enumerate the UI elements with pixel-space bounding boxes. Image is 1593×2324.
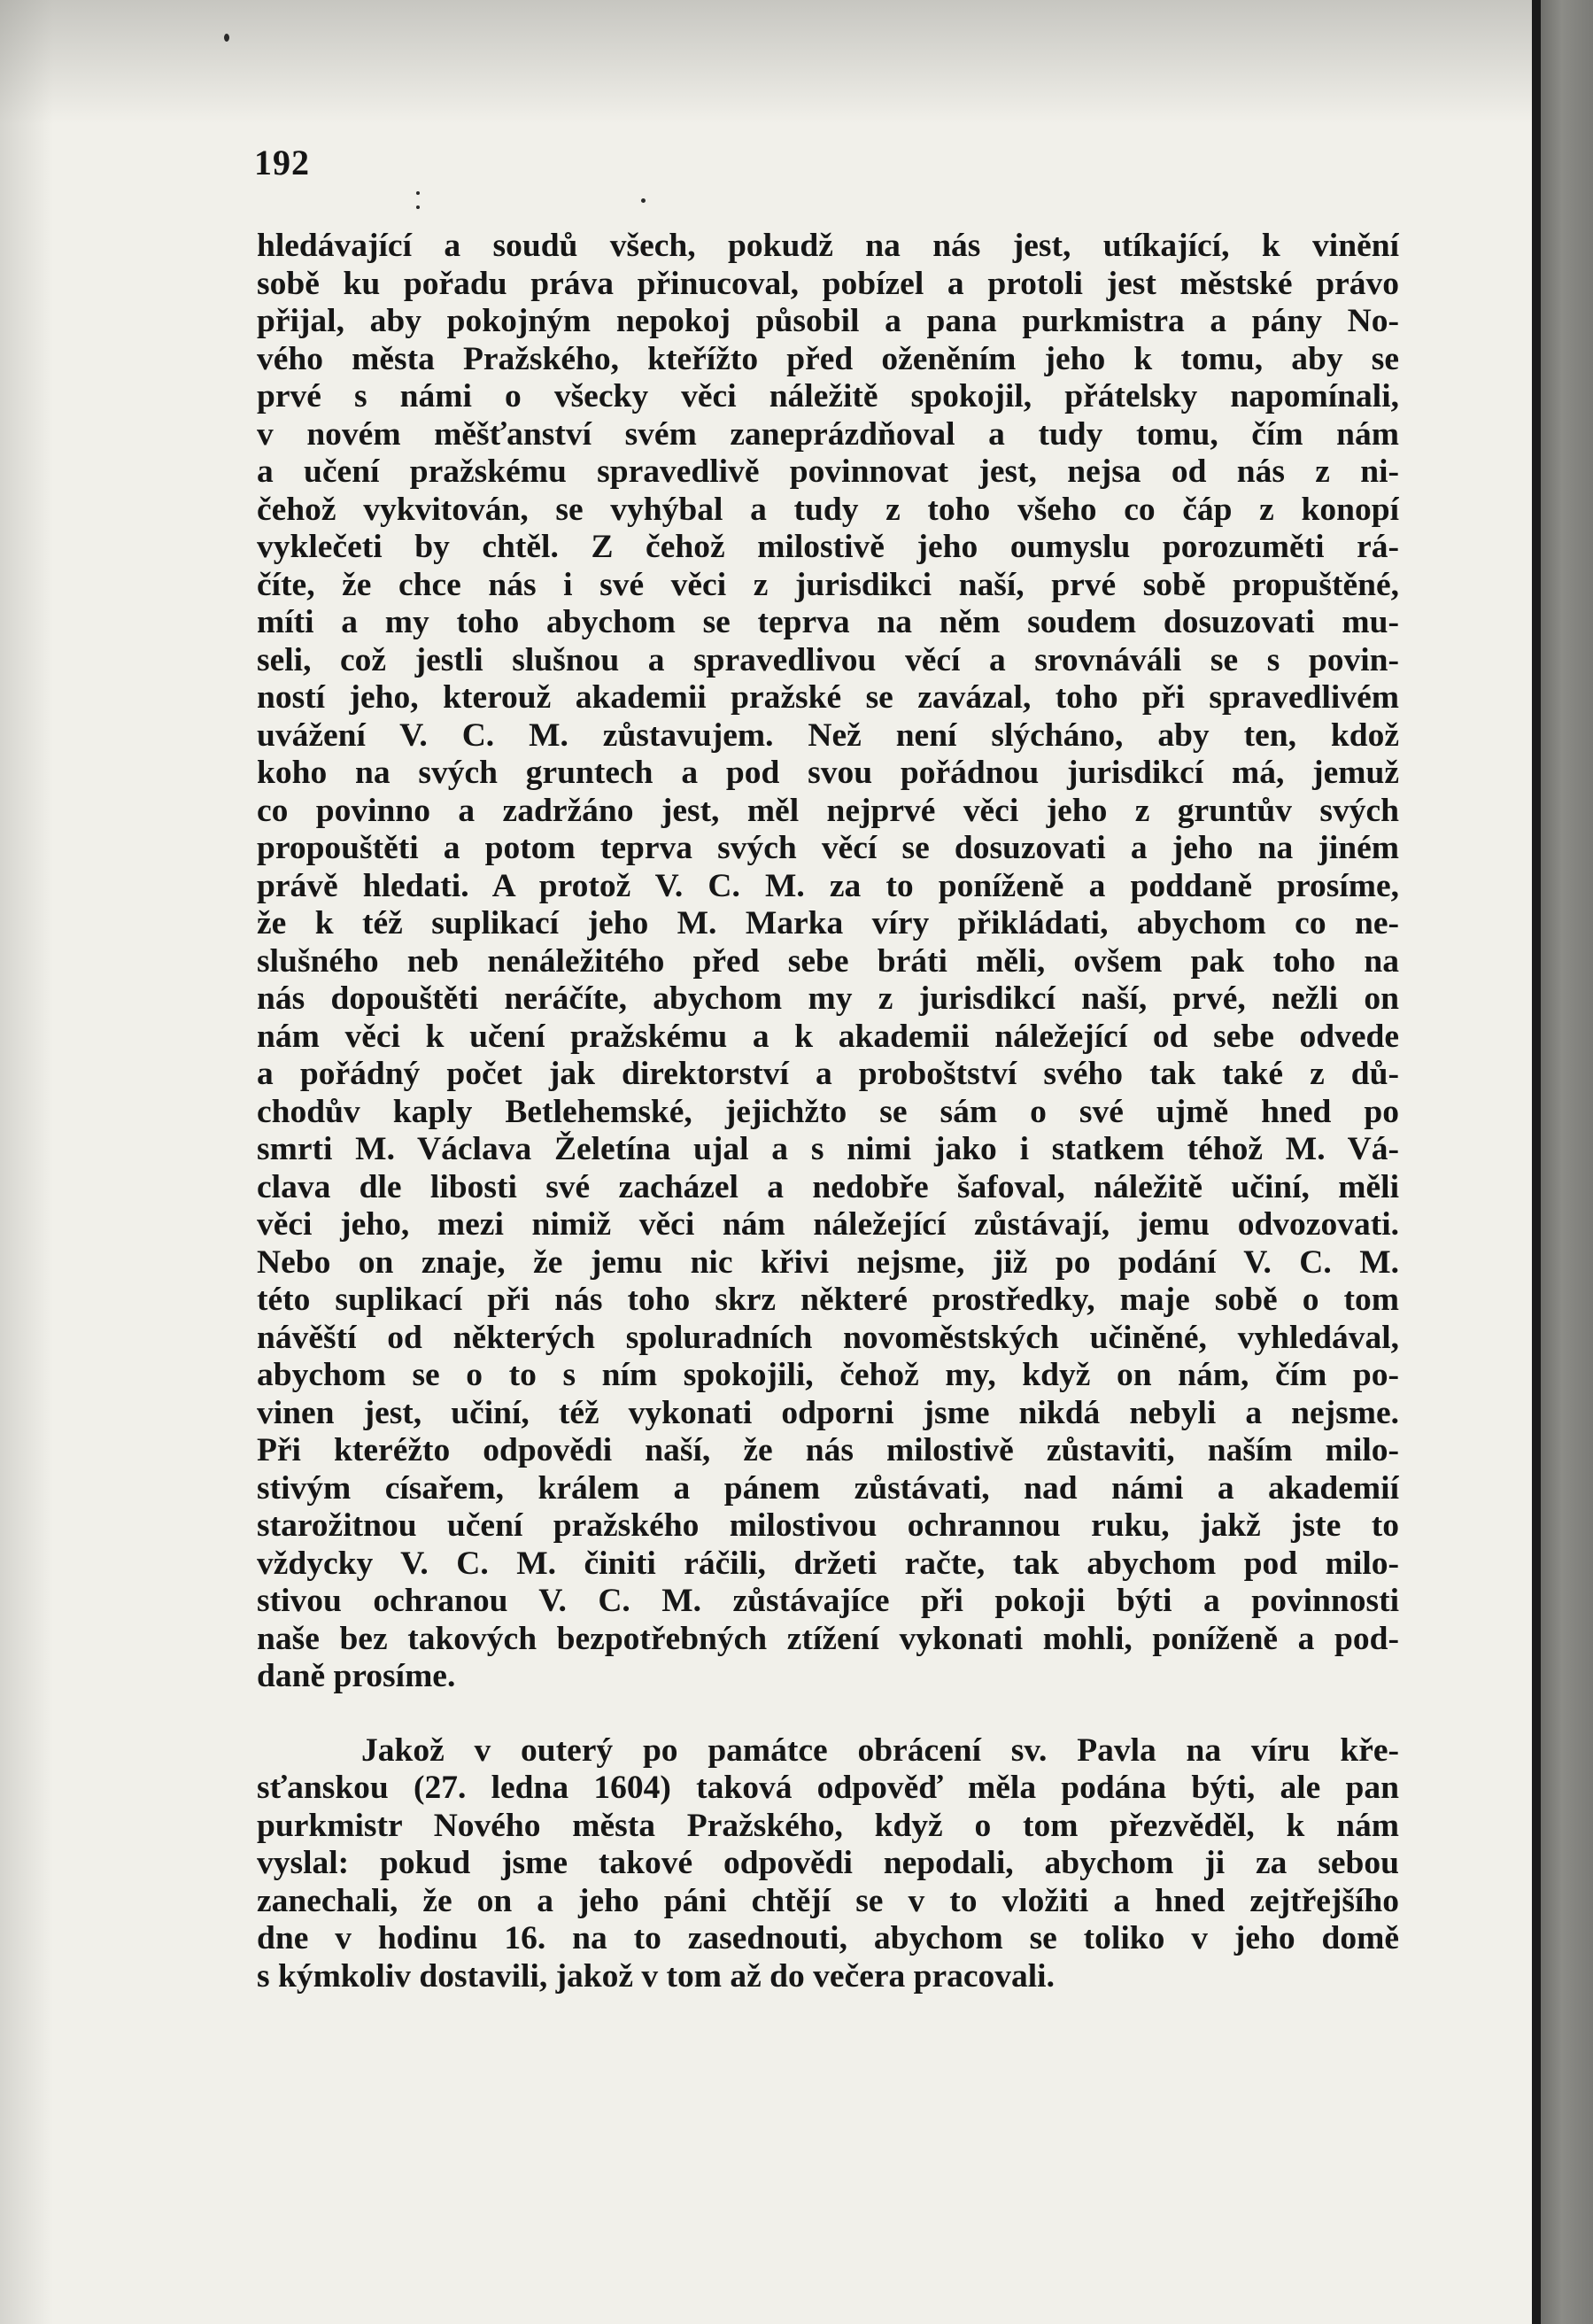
paragraph [257,1732,1399,1996]
text-line: této suplikací při nás toho skrz některé prostředky, maje sobě o tom [257,1282,1399,1318]
text-line: vého města Pražského, kteřížto před oženěním jeho k tomu, aby se [257,340,1399,377]
text-line: a učení pražskému spravedlivě povinnovat jest, nejsa od nás z ni- [257,453,1399,490]
text-line: propouštěti a potom teprva svých věcí se dosuzovati a jeho na jiném [257,830,1399,866]
scan-speck [641,198,646,203]
scan-speck [224,34,229,42]
text-line: vždycky V. C. M. činiti ráčili, držeti račte, tak abychom pod milo- [257,1545,1399,1582]
text-line: nás dopouštěti neráčíte, abychom my z jurisdikcí naší, prvé, nežli on [257,980,1399,1017]
text-line: v novém měšťanství svém zaneprázdňoval a tudy tomu, čím nám [257,415,1399,453]
text-line: Při kteréžto odpovědi naší, že nás milostivě zůstaviti, naším milo- [257,1432,1399,1468]
text-line: čehož vykvitován, se vyhýbal a tudy z toho všeho co čáp z konopí [257,491,1399,528]
text-line: uvážení V. C. M. zůstavujem. Než není slýcháno, aby ten, kdož [257,717,1399,754]
paragraph-gap [257,1696,1399,1732]
text-line: že k též suplikací jeho M. Marka víry přikládati, abychom co ne- [257,905,1399,941]
body-text [257,228,1399,1995]
text-line: a pořádný počet jak direktorství a proboštství svého tak také z dů- [257,1056,1399,1092]
text-line: vyklečeti by chtěl. Z čehož milostivě jeho oumyslu porozuměti rá- [257,529,1399,565]
text-line: Nebo on znaje, že jemu nic křivi nejsme, již po podání V. C. M. [257,1243,1399,1281]
text-line: Jakož v outerý po památce obrácení sv. Pavla na víru kře- [361,1731,1399,1769]
text-line: koho na svých gruntech a pod svou pořádnou jurisdikcí má, jemuž [257,755,1399,791]
text-line: naše bez takových bezpotřebných ztížení vykonati mohli, poníženě a pod- [257,1620,1399,1657]
text-line: návěští od některých spoluradních novoměstských učiněné, vyhledával, [257,1319,1399,1356]
text-line: clava dle libosti své zacházel a nedobře šafoval, náležitě učiní, měli [257,1168,1399,1205]
text-line: smrti M. Václava Želetína ujal a s nimi jako i statkem téhož M. Vá- [257,1131,1399,1167]
page-edge-margin [1541,0,1593,2324]
text-line: přijal, aby pokojným nepokoj působil a pana purkmistra a pány No- [257,303,1399,339]
text-line: právě hledati. A protož V. C. M. za to poníženě a poddaně prosíme, [257,867,1399,904]
text-line: nám věci k učení pražskému a k akademii náležející od sebe odvede [257,1018,1399,1055]
text-line: dne v hodinu 16. na to zasednouti, abychom se toliko v jeho domě [257,1920,1399,1956]
text-line: chodův kaply Betlehemské, jejichžto se sám o své ujmě hned po [257,1093,1399,1130]
text-line: stivým císařem, králem a pánem zůstávati, nad námi a akademií [257,1469,1399,1507]
text-line: vyslal: pokud jsme takové odpovědi nepodali, abychom ji za sebou [257,1845,1399,1881]
page-edge-shadow [1532,0,1541,2324]
text-line: sťanskou (27. ledna 1604) taková odpověď měla podána býti, ale pan [257,1770,1399,1806]
text-line: míti a my toho abychom se teprva na něm soudem dosuzovati mu- [257,604,1399,640]
text-line: purkmistr Nového města Pražského, když o tom přezvěděl, k nám [257,1807,1399,1844]
scan-speck [416,191,420,195]
text-line: stivou ochranou V. C. M. zůstávajíce při pokoji býti a povinnosti [257,1583,1399,1619]
text-line: starožitnou učení pražského milostivou ochrannou ruku, jakž jste to [257,1507,1399,1544]
text-line: slušného neb nenáležitého před sebe bráti měli, ovšem pak toho na [257,942,1399,980]
text-line: daně prosíme. [257,1658,456,1694]
text-line: zanechali, že on a jeho páni chtějí se v to vložiti a hned zejtřejšího [257,1882,1399,1919]
text-line: věci jeho, mezi nimiž věci nám náležející zůstávají, jemu odvozovati. [257,1206,1399,1243]
paragraph [257,228,1399,1696]
text-line: vinen jest, učiní, též vykonati odporni jsme nikdá nebyli a nejsme. [257,1394,1399,1431]
page-number: 192 [254,143,310,182]
text-line: abychom se o to s ním spokojili, čehož my, když on nám, čím po- [257,1357,1399,1393]
text-line: číte, že chce nás i své věci z jurisdikci naší, prvé sobě propuštěné, [257,566,1399,603]
text-line: s kýmkoliv dostavili, jakož v tom až do večera pracovali. [257,1957,1055,1995]
text-line: sobě ku pořadu práva přinucoval, pobízel a protoli jest městské právo [257,265,1399,302]
scan-speck [416,205,420,209]
text-line: ností jeho, kterouž akademii pražské se zavázal, toho při spravedlivém [257,679,1399,716]
text-line: prvé s námi o všecky věci náležitě spokojil, přátelsky napomínali, [257,378,1399,414]
text-line: co povinno a zadržáno jest, měl nejprvé věci jeho z gruntův svých [257,792,1399,829]
text-line: hledávající a soudů všech, pokudž na nás jest, utíkající, k vinění [257,228,1399,264]
text-line: seli, což jestli slušnou a spravedlivou věcí a srovnáváli se s povin- [257,641,1399,678]
